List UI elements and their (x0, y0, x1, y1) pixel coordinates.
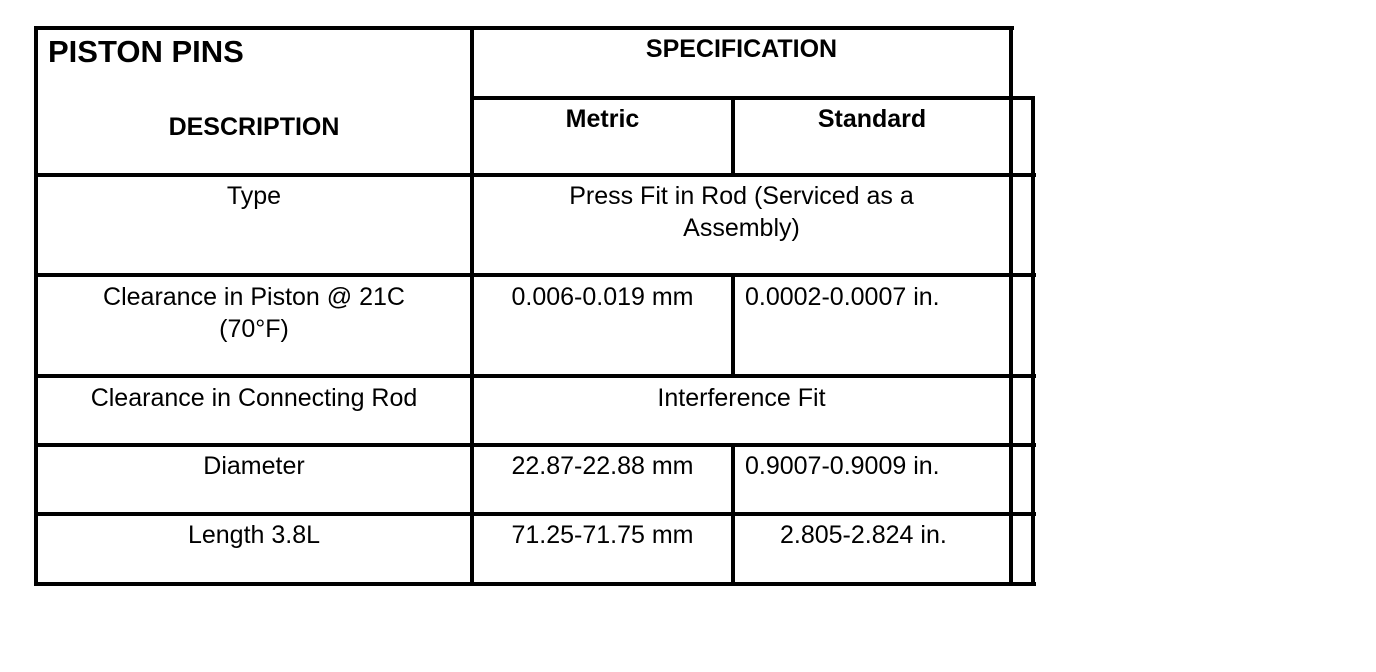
table-title: PISTON PINS (48, 34, 244, 69)
row-length-description: Length 3.8L (187, 521, 321, 549)
row-type-value-line2: Assembly) (683, 214, 800, 242)
row-divider-1 (34, 273, 1036, 277)
table-border-top (34, 26, 1014, 30)
row-diameter-description: Diameter (203, 452, 305, 480)
row-rod-clearance-description: Clearance in Connecting Rod (90, 384, 418, 412)
table-border-bottom (34, 582, 1036, 586)
row-diameter-standard: 0.9007-0.9009 in. (745, 452, 940, 480)
header-row-divider (34, 173, 1036, 177)
standard-header: Standard (817, 105, 927, 133)
row-length-metric: 71.25-71.75 mm (511, 521, 694, 549)
row-length-standard: 2.805-2.824 in. (780, 521, 947, 549)
row-rod-clearance-value: Interference Fit (657, 384, 826, 412)
row-divider-4 (34, 512, 1036, 516)
row-piston-clearance-description-line1: Clearance in Piston @ 21C (103, 283, 405, 311)
row-piston-clearance-standard: 0.0002-0.0007 in. (745, 283, 940, 311)
description-header: DESCRIPTION (168, 113, 340, 141)
row-type-description: Type (226, 182, 282, 210)
row-divider-3 (34, 443, 1036, 447)
row-divider-2 (34, 374, 1036, 378)
spec-header: SPECIFICATION (645, 35, 838, 63)
row-diameter-metric: 22.87-22.88 mm (511, 452, 694, 480)
column-divider-metric-row2 (731, 273, 735, 378)
spec-header-divider (470, 96, 1035, 100)
row-piston-clearance-description-line2: (70°F) (219, 315, 289, 343)
column-divider-metric-row4 (731, 443, 735, 586)
table-border-right-inner (1009, 26, 1013, 586)
metric-header: Metric (565, 105, 640, 133)
row-piston-clearance-metric: 0.006-0.019 mm (511, 283, 694, 311)
row-type-value-line1: Press Fit in Rod (Serviced as a (569, 182, 914, 210)
